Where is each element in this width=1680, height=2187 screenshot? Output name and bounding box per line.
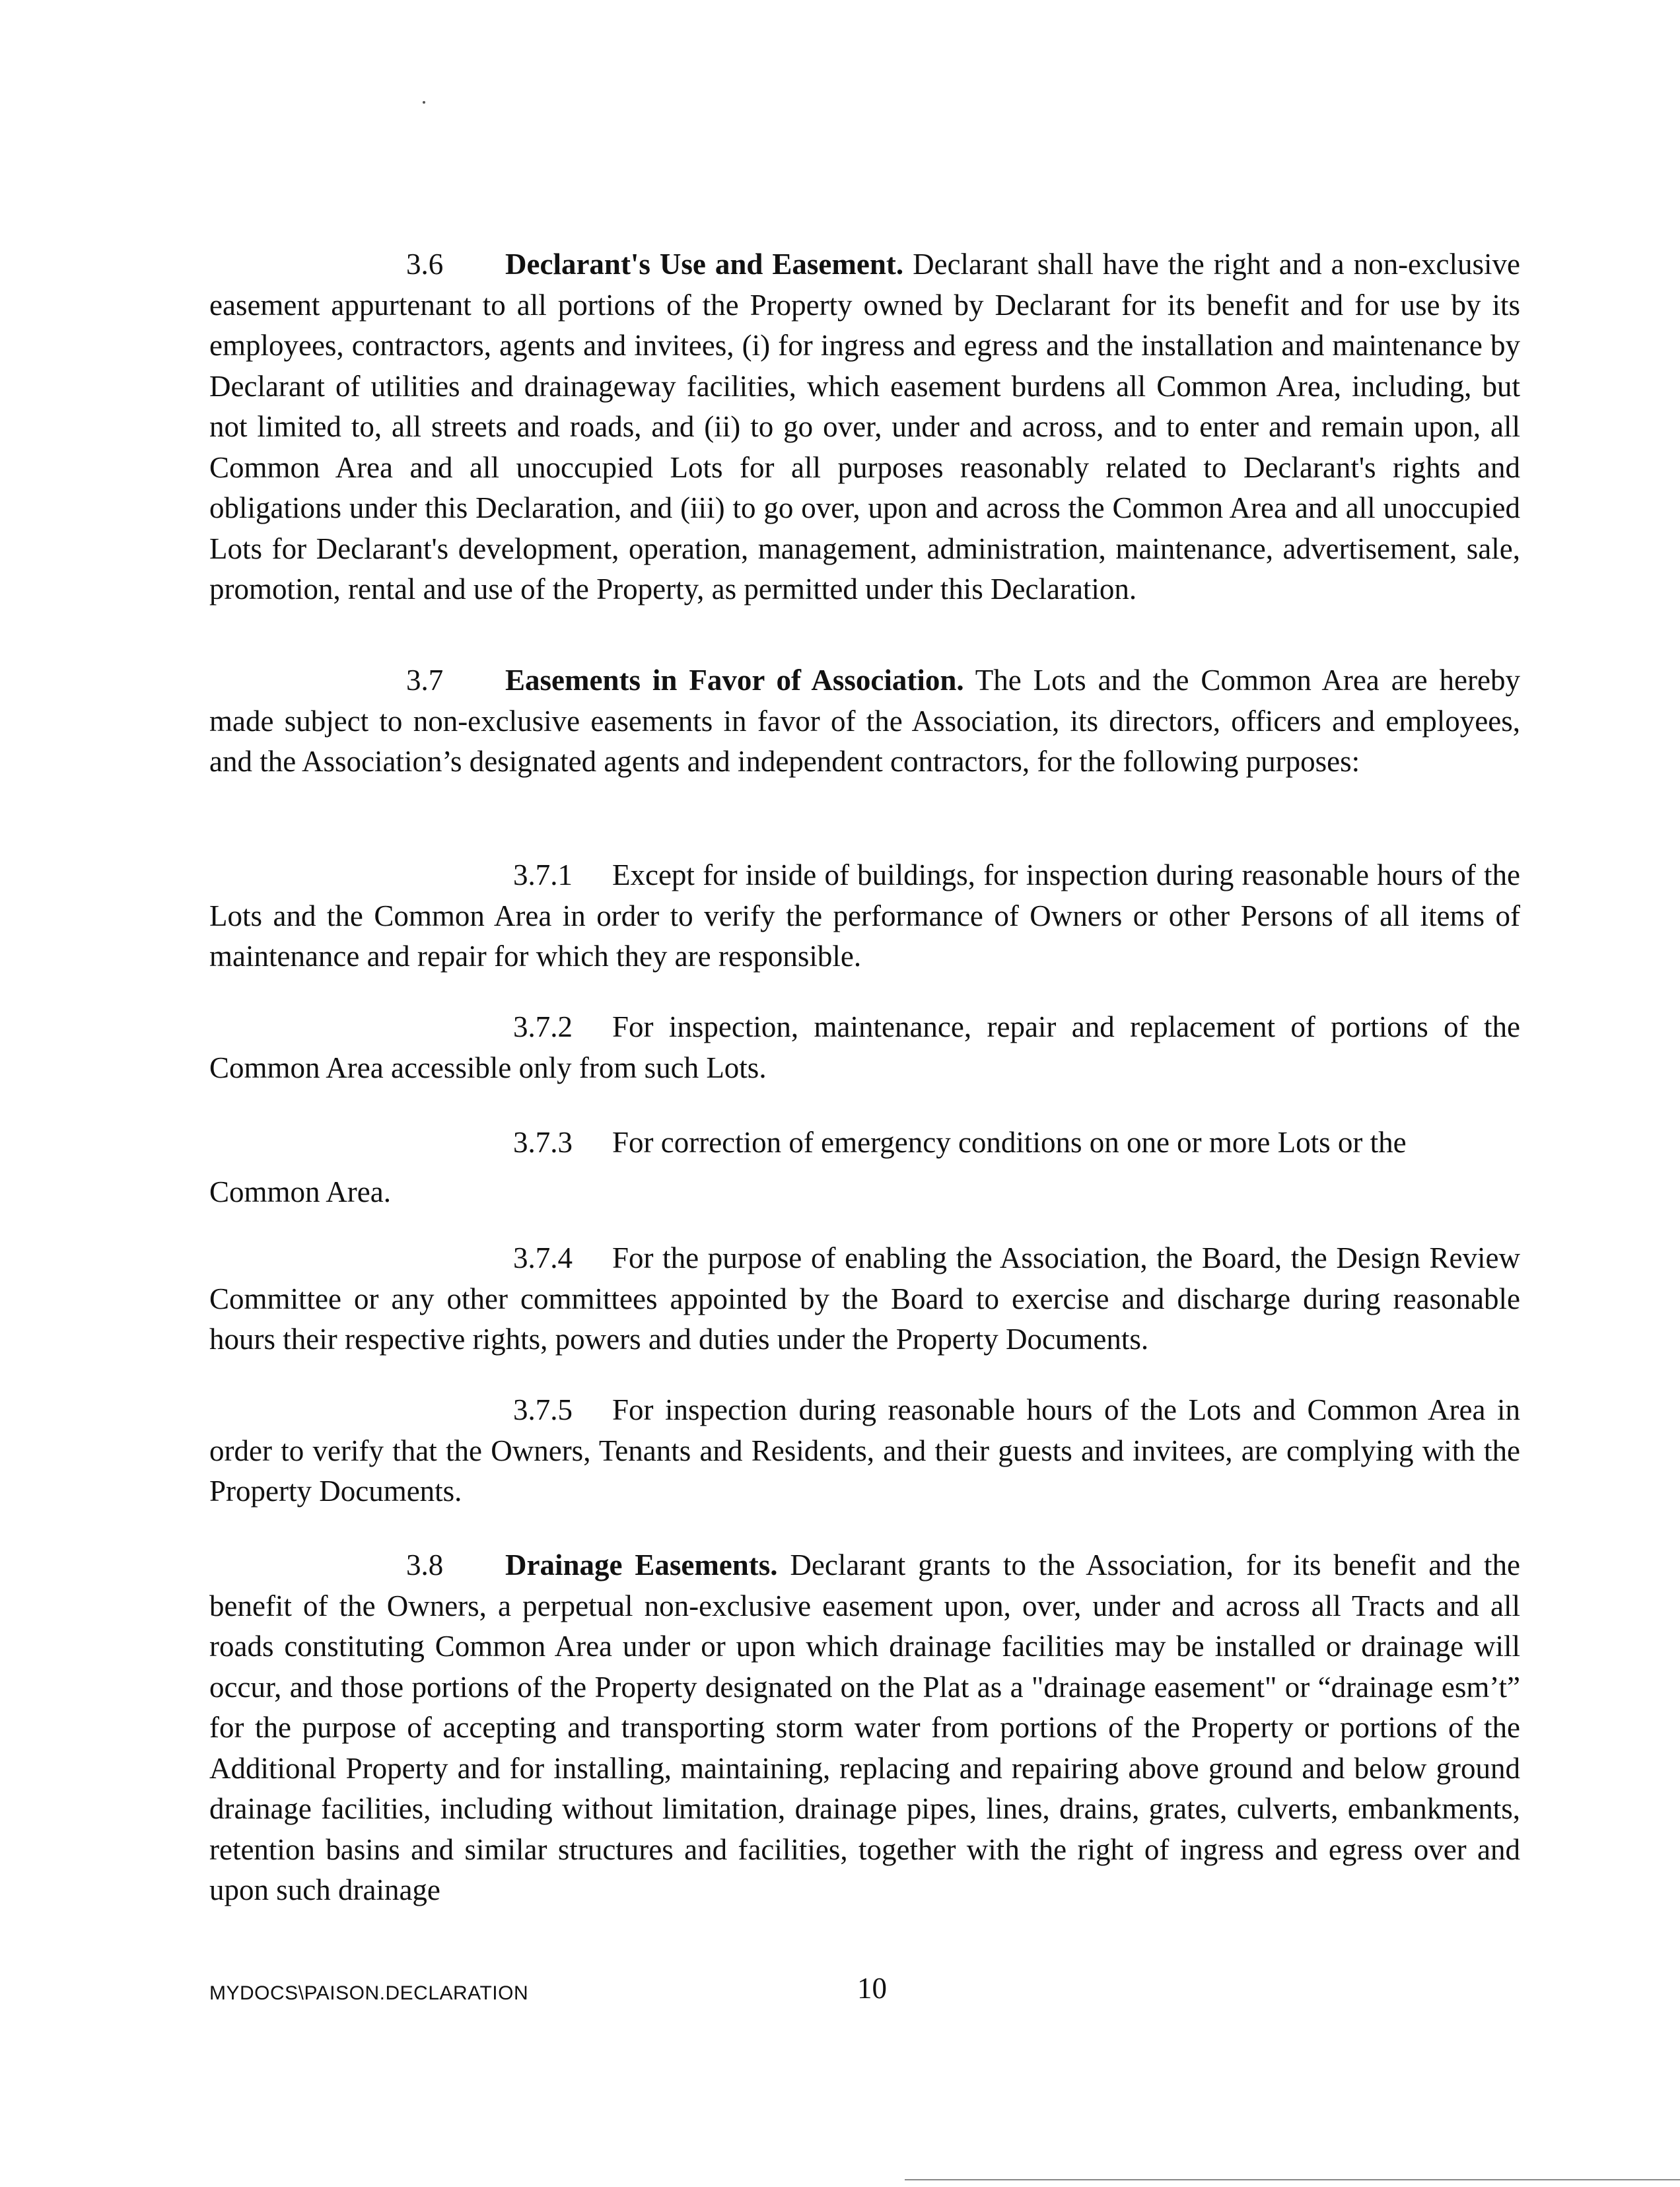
scan-speck [423, 101, 425, 104]
subsection-number: 3.7.2 [513, 1010, 573, 1043]
section-number: 3.8 [406, 1548, 444, 1581]
subsection-text: For inspection during reasonable hours of the Lots and Common Area in order to verify that the Owners, Tenants and Residents, and their guests and invitees, are complying with the Property Documents. [209, 1393, 1520, 1508]
section-heading: Declarant's Use and Easement. [505, 248, 904, 281]
subsection-3-7-1 [209, 855, 1520, 977]
footer-document-path: MYDOCS\PAISON.DECLARATION [209, 1982, 529, 2004]
subsection-number: 3.7.1 [513, 858, 573, 891]
section-3-8 [209, 1545, 1520, 1911]
section-number: 3.7 [406, 664, 444, 697]
section-heading: Easements in Favor of Association. [505, 664, 964, 697]
subsection-3-7-5 [209, 1390, 1520, 1512]
section-text: Declarant shall have the right and a non-exclusive easement appurtenant to all portions of the Property owned by Declarant for its benefit and for use by its employees, contractors, agents and invitees, (i) for ingress and egress and the installation and maintenance by Declarant of utilities and drainageway facilities, which easement burdens all Common Area, including, but not limited to, all streets and roads, and (ii) to go over, under and across, and to enter and remain upon, all Common Area and all unoccupied Lots for all purposes reasonably related to Declarant's rights and obligations under this Declaration, and (iii) to go over, upon and across the Common Area and all unoccupied Lots for Declarant's development, operation, management, administration, maintenance, advertisement, sale, promotion, rental and use of the Property, as permitted under this Declaration. [209, 248, 1520, 606]
subsection-3-7-4 [209, 1238, 1520, 1360]
subsection-number: 3.7.4 [513, 1241, 573, 1274]
subsection-text: Except for inside of buildings, for inspection during reasonable hours of the Lots and the Common Area in order to verify the performance of Owners or other Persons of all items of maintenance and repair for which they are responsible. [209, 858, 1520, 973]
subsection-number: 3.7.3 [513, 1126, 573, 1159]
subsection-text: For inspection, maintenance, repair and replacement of portions of the Common Area accessible only from such Lots. [209, 1010, 1520, 1084]
section-text: Declarant grants to the Association, for its benefit and the benefit of the Owners, a perpetual non-exclusive easement upon, over, under and across all Tracts and all roads constituting Common Area under or upon which drainage facilities may be installed or drainage will occur, and those portions of the Property designated on the Plat as a "drainage easement" or “drainage esm’t” for the purpose of accepting and transporting storm water from portions of the Property or portions of the Additional Property and for installing, maintaining, replacing and repairing above ground and below ground drainage facilities, including without limitation, drainage pipes, lines, drains, grates, culverts, embankments, retention basins and similar structures and facilities, together with the right of ingress and egress over and upon such drainage [209, 1548, 1520, 1906]
subsection-3-7-3 [209, 1123, 1520, 1163]
section-heading: Drainage Easements. [505, 1548, 778, 1581]
subsection-3-7-3-continuation: Common Area. [209, 1175, 391, 1208]
subsection-text: For correction of emergency conditions on one or more Lots or the [612, 1126, 1407, 1159]
section-text: The Lots and the Common Area are hereby made subject to non-exclusive easements in favor of the Association, its directors, officers and employees, and the Association’s designated agents and independent contractors, for the following purposes: [209, 664, 1520, 778]
subsection-number: 3.7.5 [513, 1393, 573, 1426]
scan-edge-line [905, 2179, 1680, 2180]
page-number: 10 [857, 1972, 887, 2005]
subsection-3-7-2 [209, 1007, 1520, 1088]
section-3-7 [209, 660, 1520, 782]
subsection-text: For the purpose of enabling the Association, the Board, the Design Review Committee or any other committees appointed by the Board to exercise and discharge during reasonable hours their respective rights, powers and duties under the Property Documents. [209, 1241, 1520, 1356]
section-3-6 [209, 244, 1520, 610]
section-number: 3.6 [406, 248, 444, 281]
